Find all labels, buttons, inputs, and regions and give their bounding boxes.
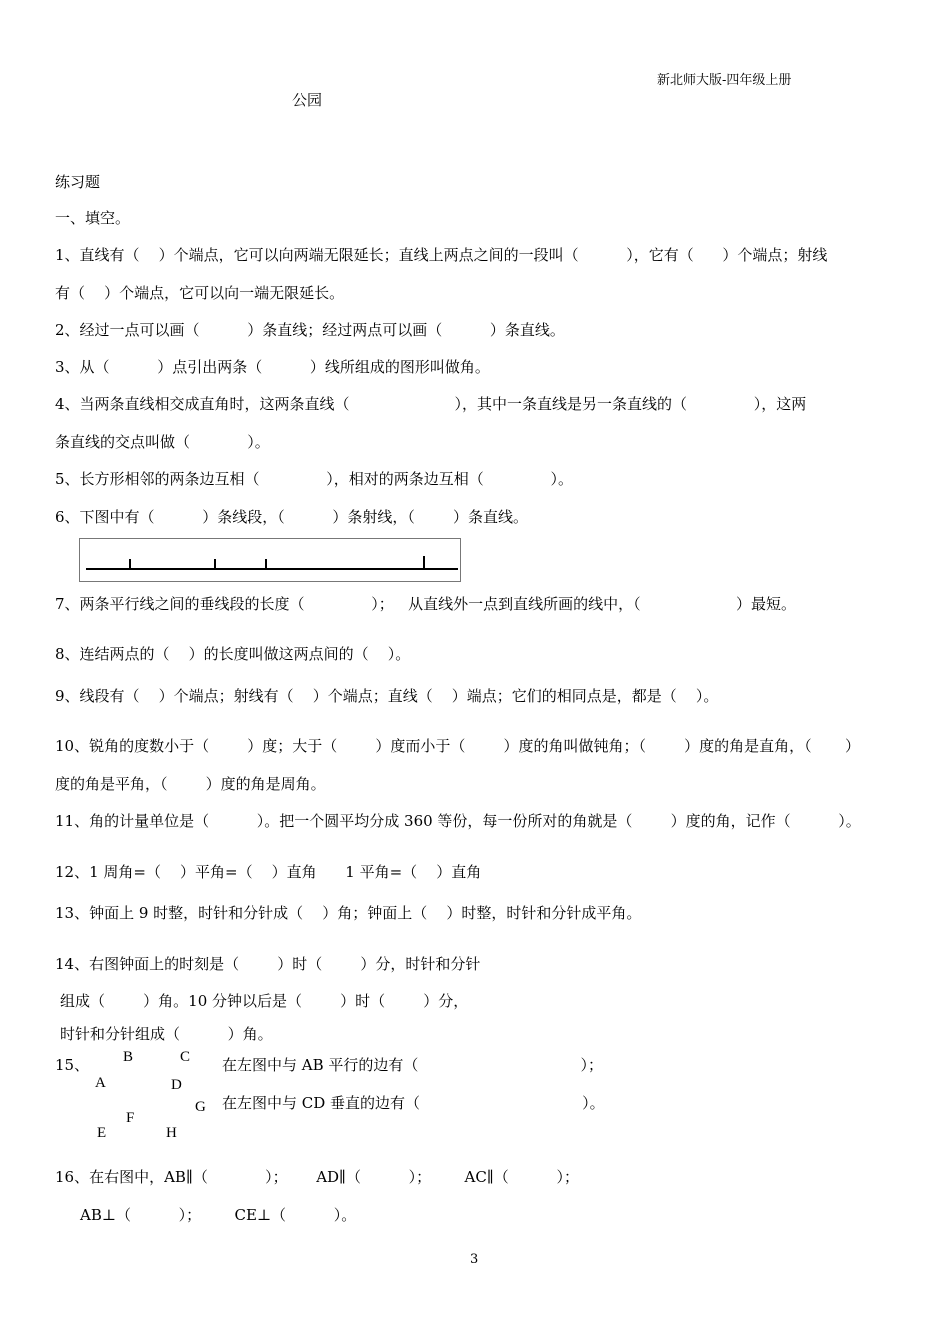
edition-header: 新北师大版-四年级上册 — [657, 73, 792, 88]
question-7: 7、两条平行线之间的垂线段的长度（ ）； 从直线外一点到直线所画的线中，（ ）最短。 — [55, 595, 796, 613]
park-label: 公园 — [292, 91, 323, 109]
question-4-line-2: 条直线的交点叫做（ ）。 — [55, 433, 270, 451]
line-figure-box — [79, 538, 461, 582]
point-label-a: A — [95, 1075, 106, 1091]
question-4-line-1: 4、当两条直线相交成直角时，这两条直线（ ），其中一条直线是另一条直线的（ ），这两 — [55, 395, 807, 413]
question-3: 3、从（ ）点引出两条（ ）线所组成的图形叫做角。 — [55, 358, 490, 376]
question-14-line-1: 14、右图钟面上的时刻是（ ）时（ ）分，时针和分针 — [55, 955, 481, 973]
question-8: 8、连结两点的（ ）的长度叫做这两点间的（ ）。 — [55, 645, 411, 663]
question-15-line-1: 在左图中与 AB 平行的边有（ ）； — [222, 1056, 604, 1074]
point-label-d: D — [171, 1077, 182, 1093]
question-14-line-2: 组成（ ）角。10 分钟以后是（ ）时（ ）分， — [60, 992, 469, 1010]
point-label-c: C — [180, 1049, 191, 1065]
question-16-line-2: AB⊥（ ）； CE⊥（ ）。 — [80, 1206, 357, 1224]
point-label-e: E — [97, 1125, 107, 1141]
question-5: 5、长方形相邻的两条边互相（ ），相对的两条边互相（ ）。 — [55, 470, 574, 488]
question-15-line-2: 在左图中与 CD 垂直的边有（ ）。 — [222, 1094, 605, 1112]
question-13: 13、钟面上 9 时整，时针和分针成（ ）角；钟面上（ ）时整，时针和分针成平角。 — [55, 904, 642, 922]
point-label-h: H — [166, 1125, 177, 1141]
point-label-b: B — [123, 1049, 134, 1065]
question-1-line-2: 有（ ）个端点，它可以向一端无限延长。 — [55, 284, 345, 302]
page-number: 3 — [470, 1252, 479, 1267]
question-10-line-1: 10、锐角的度数小于（ ）度；大于（ ）度而小于（ ）度的角叫做钝角；（ ）度的角是直角，（ ） — [55, 737, 861, 755]
question-12: 12、1 周角=（ ）平角=（ ）直角 1 平角=（ ）直角 — [55, 863, 482, 881]
question-14-line-3: 时针和分针组成（ ）角。 — [60, 1025, 273, 1043]
question-2: 2、经过一点可以画（ ）条直线；经过两点可以画（ ）条直线。 — [55, 321, 565, 339]
question-16-line-1: 16、在右图中，AB∥（ ）； AD∥（ ）； AC∥（ ）； — [55, 1168, 579, 1186]
question-11: 11、角的计量单位是（ ）。把一个圆平均分成 360 等份，每一份所对的角就是（ ）度的角，记作（ ）。 — [55, 812, 861, 830]
question-1-line-1: 1、直线有（ ）个端点，它可以向两端无限延长；直线上两点之间的一段叫（ ），它有（ ）个端点；射线 — [55, 246, 828, 264]
point-label-g: G — [195, 1099, 206, 1115]
question-9: 9、线段有（ ）个端点；射线有（ ）个端点；直线（ ）端点；它们的相同点是，都是（ ）。 — [55, 687, 719, 705]
question-15-number: 15、 — [55, 1056, 90, 1074]
section-title: 练习题 — [55, 173, 101, 191]
line-segment-figure — [80, 539, 462, 583]
part-one-heading: 一、填空。 — [55, 209, 131, 227]
question-6: 6、下图中有（ ）条线段，（ ）条射线，（ ）条直线。 — [55, 508, 529, 526]
point-label-f: F — [126, 1110, 135, 1126]
question-10-line-2: 度的角是平角，（ ）度的角是周角。 — [55, 775, 326, 793]
